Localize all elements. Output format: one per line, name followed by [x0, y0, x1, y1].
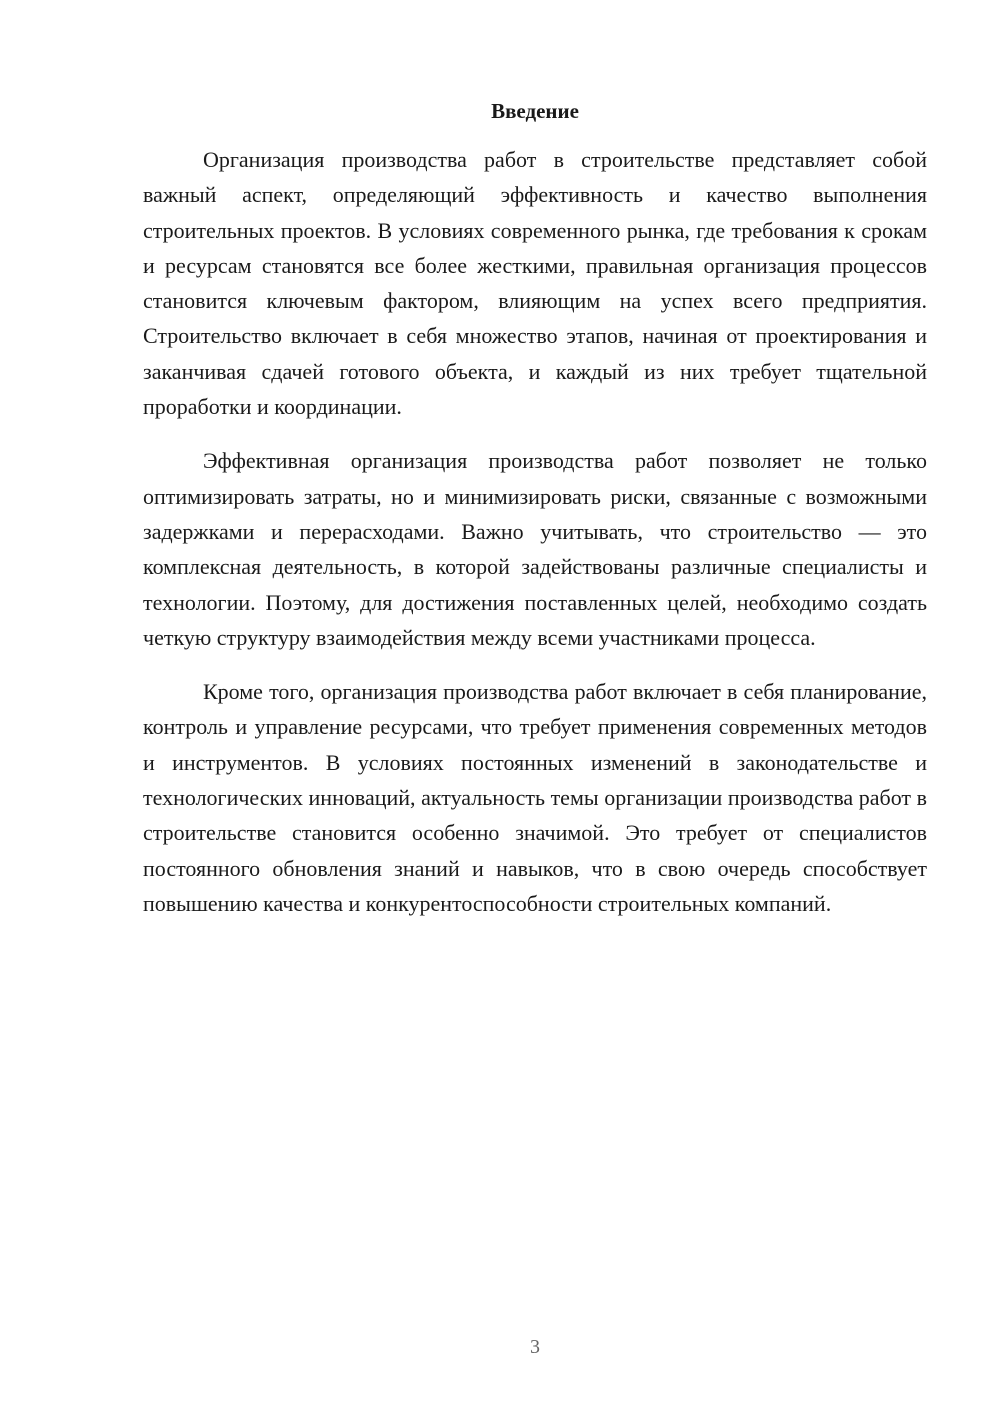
paragraph-1: Организация производства работ в строительстве представляет собой важный аспект, определяющий эффективность и качество выполнения строительных проектов. В условиях современного рынка, где требования к срокам и ресурсам становятся все более жесткими, правильная организация процессов становится ключевым фактором, влияющим на успех всего предприятия. Строительство включает в себя множество этапов, начиная от проектирования и заканчивая сдачей готового объекта, и каждый из них требует тщательной проработки и координации.	[143, 147, 927, 420]
page-number: 3	[530, 1336, 540, 1358]
section-heading: Введение	[491, 99, 579, 123]
paragraph-2: Эффективная организация производства работ позволяет не только оптимизировать затраты, но и минимизировать риски, связанные с возможными задержками и перерасходами. Важно учитывать, что строительство — это комплексная деятельность, в которой задействованы различные специалисты и технологии. Поэтому, для достижения поставленных целей, необходимо создать четкую структуру взаимодействия между всеми участниками процесса.	[143, 448, 927, 650]
paragraph-3: Кроме того, организация производства работ включает в себя планирование, контроль и управление ресурсами, что требует применения современных методов и инструментов. В условиях постоянных изменений в законодательстве и технологических инноваций, актуальность темы организации производства работ в строительстве становится особенно значимой. Это требует от специалистов постоянного обновления знаний и навыков, что в свою очередь способствует повышению качества и конкурентоспособности строительных компаний.	[143, 679, 927, 916]
body-text	[143, 142, 927, 940]
